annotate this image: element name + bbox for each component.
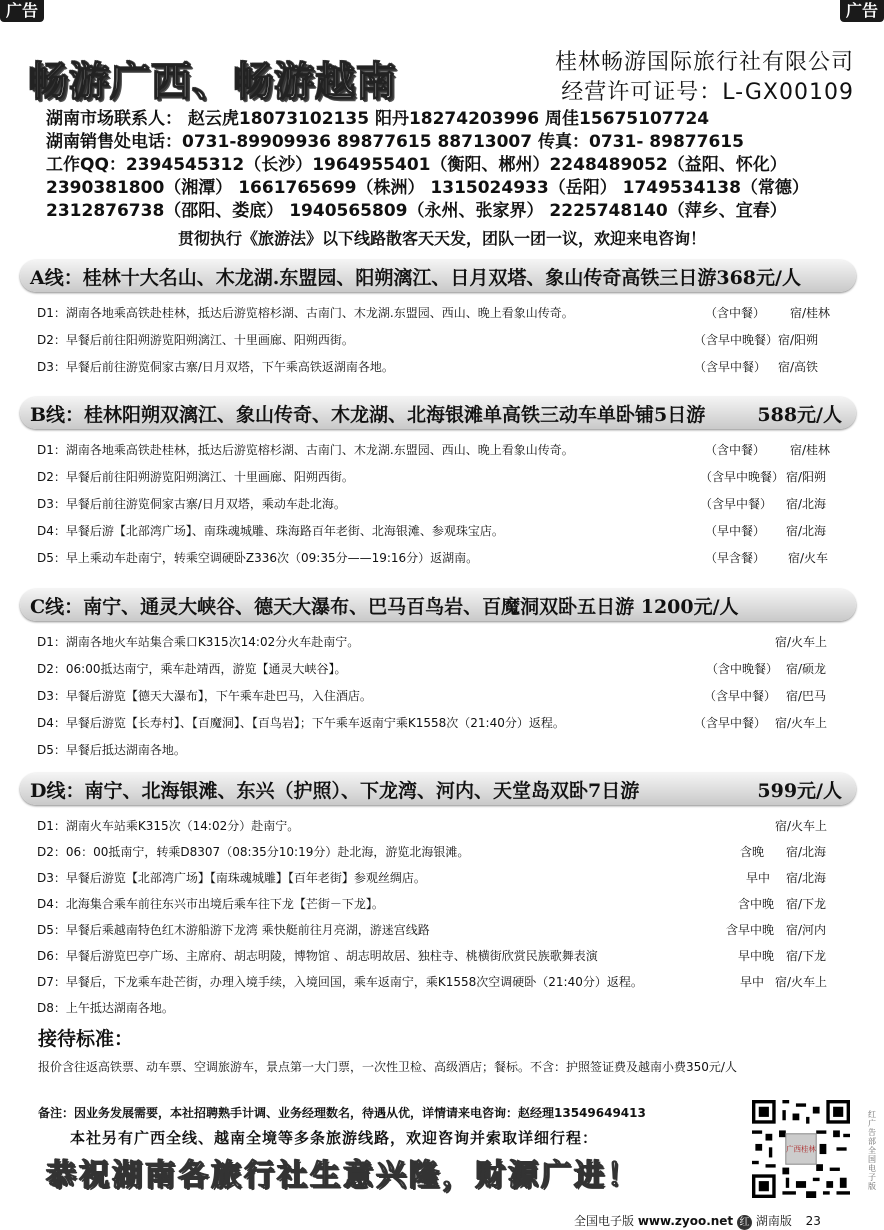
itinerary-row (0, 888, 884, 914)
vertical-label: 红广告部全国电子版 (868, 1110, 876, 1191)
day-text: D2：06:00抵达南宁，乘车赴靖西，游览【通灵大峡谷】。 (37, 662, 347, 676)
contact-line: 湖南销售处电话：0731-89909936 89877615 88713007 传真：0731- 89877615 (46, 132, 744, 152)
qr-code (752, 1100, 850, 1198)
ad-tag-left: 广告 (0, 0, 44, 22)
stay-text: 宿/火车上 (775, 819, 828, 833)
itinerary-row (0, 488, 884, 515)
day-text: D3：早餐后前往游览侗家古寨/日月双塔，乘动车赴北海。 (37, 497, 346, 511)
route-b (0, 397, 884, 569)
route-header (20, 260, 856, 292)
stay-text: 宿/火车上 (775, 975, 828, 989)
stay-text: 宿/火车 (788, 551, 829, 565)
route-a (0, 260, 884, 378)
day-text: D1：湖南各地乘高铁赴桂林，抵达后游览榕杉湖、古南门、木龙湖.东盟园、西山、晚上看象山传奇。 (37, 443, 574, 457)
contact-line: 2312876738（邵阳、娄底） 1940565809（永州、张家界） 2225748140（萍乡、宜春） (46, 201, 787, 221)
contact-block (46, 108, 809, 223)
stay-text: 宿/巴马 (786, 689, 827, 703)
day-text: D1：湖南各地火车站集合乘口K315次14:02分火车赴南宁。 (37, 635, 360, 649)
day-text: D4：北海集合乘车前往东兴市出境后乘车往下龙【芒街－下龙】。 (37, 897, 384, 911)
itinerary-row (0, 707, 884, 734)
route-d (0, 773, 884, 1018)
route-price: 599元/人 (757, 780, 842, 802)
itinerary-row (0, 542, 884, 569)
meal-text: （含中餐） (705, 306, 766, 320)
itinerary-row (0, 461, 884, 488)
day-text: D6：早餐后游览巴亭广场、主席府、胡志明陵，博物馆 、胡志明故居、独柱寺、桃横街欣赏民族歌舞表演 (37, 949, 598, 963)
contact-line: 湖南市场联系人： 赵云虎18073102135 阳丹18274203996 周佳15675107724 (46, 109, 710, 129)
meal-text: （含早中晚餐） (700, 470, 785, 484)
route-title: C线：南宁、通灵大峡谷、德天大瀑布、巴马百鸟岩、百魔洞双卧五日游 1200元/人 (30, 596, 739, 618)
page-number: 23 (805, 1214, 821, 1228)
day-text: D2：06：00抵南宁，转乘D8307（08:35分10:19分）赴北海，游览北海银滩。 (37, 845, 470, 859)
itinerary-row (0, 324, 884, 351)
route-header (20, 773, 856, 805)
meal-text: 早中晚 (738, 949, 775, 963)
meal-text: （含早中晚餐） (694, 333, 779, 347)
route-title: D线：南宁、北海银滩、东兴（护照）、下龙湾、河内、天堂岛双卧7日游 (30, 780, 640, 802)
day-text: D3：早餐后游览【德天大瀑布】，下午乘车赴巴马，入住酒店。 (37, 689, 372, 703)
day-text: D7：早餐后，下龙乘车赴芒街，办理入境手续，入境回国，乘车返南宁，乘K1558次空调硬卧（21:40分）返程。 (37, 975, 643, 989)
stay-text: 宿/火车上 (775, 635, 828, 649)
itinerary-row (0, 297, 884, 324)
meal-text: （含中晚餐） (706, 662, 779, 676)
meal-text: 早中 (740, 975, 765, 989)
stay-text: 宿/北海 (786, 497, 827, 511)
congrats-banner: 恭祝湖南各旅行社生意兴隆，财源广进！ (46, 1158, 640, 1193)
itinerary-row (0, 434, 884, 461)
meal-text: 早中 (746, 871, 771, 885)
route-header (20, 397, 856, 429)
stay-text: 宿/下龙 (786, 949, 827, 963)
itinerary-row (0, 515, 884, 542)
footer (574, 1212, 821, 1230)
meal-text: （含早中餐） (700, 497, 773, 511)
stay-text: 宿/高铁 (778, 360, 819, 374)
day-text: D5：早餐后抵达湖南各地。 (37, 743, 186, 757)
stay-text: 宿/硕龙 (786, 662, 827, 676)
ad-tag-right: 广告 (840, 0, 884, 22)
itinerary-row (0, 940, 884, 966)
company-name: 桂林畅游国际旅行社有限公司 (554, 50, 854, 75)
route-price: 588元/人 (757, 404, 842, 426)
day-text: D1：湖南各地乘高铁赴桂林，抵达后游览榕杉湖、古南门、木龙湖.东盟园、西山、晚上看象山传奇。 (37, 306, 574, 320)
day-text: D2：早餐后前往阳朔游览阳朔漓江、十里画廊、阳朔西街。 (37, 333, 354, 347)
note-text: 备注：因业务发展需要，本社招聘熟手计调、业务经理数名，待遇从优，详情请来电咨询：赵经理13549649413 (38, 1106, 646, 1120)
stay-text: 宿/阳朔 (778, 333, 819, 347)
footer-site[interactable]: www.zyoo.net (637, 1214, 734, 1228)
route-title: A线：桂林十大名山、木龙湖.东盟园、阳朔漓江、日月双塔、象山传奇高铁三日游368元/人 (30, 267, 801, 289)
company-license: 经营许可证号：L-GX00109 (561, 80, 854, 105)
day-text: D4：早餐后游览【长寿村】、【百魔洞】、【百鸟岩】；下午乘车返南宁乘K1558次（21:40分）返程。 (37, 716, 565, 730)
more-routes-text: 本社另有广西全线、越南全境等多条旅游线路，欢迎咨询并索取详细行程： (70, 1129, 599, 1147)
meal-text: 含中晚 (738, 897, 775, 911)
itinerary-row (0, 351, 884, 378)
footer-edition: 湖南版 (755, 1214, 792, 1228)
itinerary-row (0, 653, 884, 680)
meal-text: （含中餐） (705, 443, 766, 457)
day-text: D8：上午抵达湖南各地。 (37, 1001, 174, 1015)
day-text: D5：早餐后乘越南特色红木游船游下龙湾 乘快艇前往月亮湖，游迷宫线路 (37, 923, 430, 937)
contact-line: 工作QQ：2394545312（长沙）1964955401（衡阳、郴州）2248489052（益阳、怀化） (46, 155, 787, 175)
standard-heading: 接待标准： (38, 1028, 134, 1050)
day-text: D3：早餐后前往游览侗家古寨/日月双塔，下午乘高铁返湖南各地。 (37, 360, 394, 374)
itinerary-row (0, 914, 884, 940)
stay-text: 宿/桂林 (790, 443, 831, 457)
itinerary-row (0, 992, 884, 1018)
meal-text: （含早中餐） (694, 360, 767, 374)
meal-text: 含早中晚 (726, 923, 775, 937)
meal-text: （含早中餐） (704, 689, 777, 703)
day-text: D1：湖南火车站乘K315次（14:02分）赴南宁。 (37, 819, 300, 833)
itinerary-row (0, 862, 884, 888)
stay-text: 宿/火车上 (775, 716, 828, 730)
slogan: 贯彻执行《旅游法》以下线路散客天天发，团队一团一议，欢迎来电咨询！ (177, 229, 706, 248)
stay-text: 宿/河内 (786, 923, 827, 937)
itinerary-row (0, 734, 884, 761)
stay-text: 宿/桂林 (790, 306, 831, 320)
itinerary-row (0, 680, 884, 707)
route-header (20, 589, 856, 621)
itinerary-row (0, 836, 884, 862)
qr-label: 广西桂林 (786, 1144, 816, 1154)
route-title: B线：桂林阳朔双漓江、象山传奇、木龙湖、北海银滩单高铁三动车单卧铺5日游 (30, 404, 706, 426)
stay-text: 宿/北海 (786, 524, 827, 538)
itinerary-row (0, 810, 884, 836)
day-text: D3：早餐后游览【北部湾广场】【南珠魂城雕】【百年老街】参观丝绸店。 (37, 871, 426, 885)
meal-text: （早中餐） (705, 524, 766, 538)
stay-text: 宿/北海 (786, 871, 827, 885)
route-c (0, 589, 884, 761)
stay-text: 宿/北海 (786, 845, 827, 859)
meal-text: （早含餐） (705, 551, 766, 565)
meal-text: 含晚 (740, 845, 765, 859)
footer-site-label: 全国电子版 (574, 1214, 635, 1228)
itinerary-row (0, 966, 884, 992)
day-text: D4：早餐后游【北部湾广场】、南珠魂城雕、珠海路百年老街、北海银滩、参观珠宝店。 (37, 524, 504, 538)
stay-text: 宿/阳朔 (786, 470, 827, 484)
footer-logo-icon: 红 (737, 1215, 752, 1230)
company-block (555, 48, 854, 108)
contact-line: 2390381800（湘潭） 1661765699（株洲） 1315024933（岳阳） 1749534138（常德） (46, 178, 809, 198)
brand-title: 畅游广西、畅游越南 (28, 59, 397, 105)
day-text: D5：早上乘动车赴南宁，转乘空调硬卧Z336次（09:35分——19:16分）返湖南。 (37, 551, 479, 565)
itinerary-row (0, 626, 884, 653)
meal-text: （含早中餐） (694, 716, 767, 730)
standard-body: 报价含往返高铁票、动车票、空调旅游车，景点第一大门票，一次性卫检、高级酒店；餐标。不含：护照签证费及越南小费350元/人 (38, 1060, 737, 1074)
day-text: D2：早餐后前往阳朔游览阳朔漓江、十里画廊、阳朔西街。 (37, 470, 354, 484)
stay-text: 宿/下龙 (786, 897, 827, 911)
